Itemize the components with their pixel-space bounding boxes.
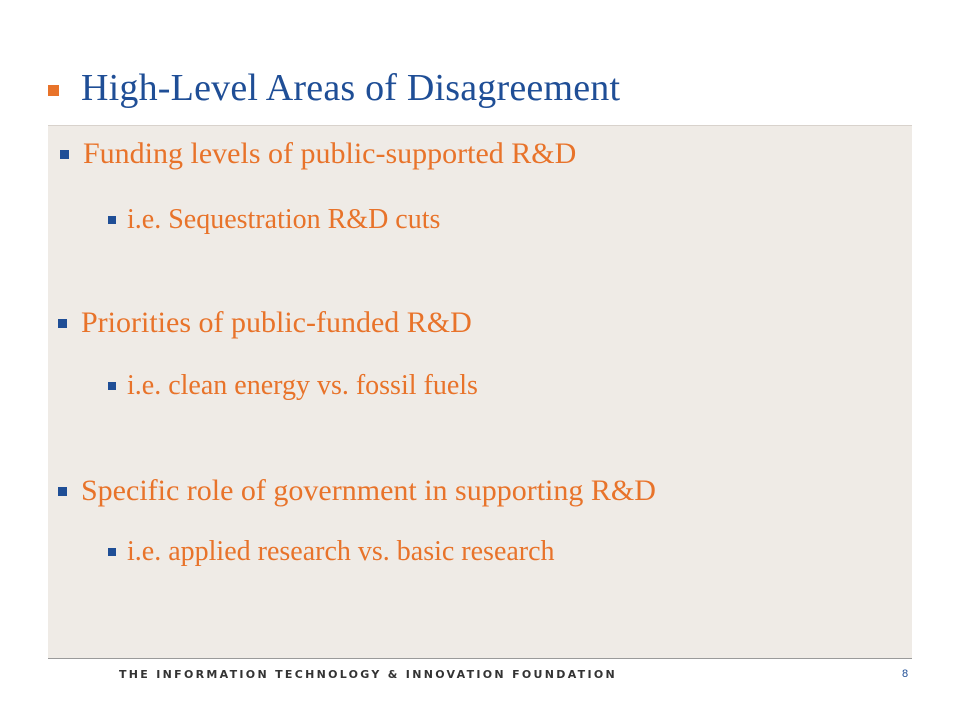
sub-bullet-3-text: i.e. applied research vs. basic research [127, 536, 555, 567]
bullet-square-icon [58, 319, 67, 328]
bullet-2 [58, 306, 472, 340]
footer-organization: THE INFORMATION TECHNOLOGY & INNOVATION FOUNDATION [119, 668, 618, 681]
sub-bullet-2-text: i.e. clean energy vs. fossil fuels [127, 370, 478, 401]
bullet-1 [60, 137, 576, 171]
sub-bullet-2 [108, 370, 478, 402]
page-number: 8 [902, 668, 909, 680]
sub-bullet-1-text: i.e. Sequestration R&D cuts [127, 204, 441, 235]
bullet-square-icon [60, 150, 69, 159]
footer-divider [48, 658, 912, 659]
sub-bullet-square-icon [108, 216, 116, 224]
sub-bullet-square-icon [108, 548, 116, 556]
sub-bullet-square-icon [108, 382, 116, 390]
title-bullet-icon [48, 85, 59, 96]
sub-bullet-3 [108, 536, 555, 568]
bullet-2-text: Priorities of public-funded R&D [81, 306, 472, 339]
slide-title-row [48, 66, 620, 110]
bullet-1-text: Funding levels of public-supported R&D [83, 137, 577, 170]
bullet-square-icon [58, 487, 67, 496]
bullet-3-text: Specific role of government in supporting R&D [81, 474, 656, 507]
bullet-3 [58, 474, 656, 508]
slide-title: High-Level Areas of Disagreement [81, 67, 621, 109]
sub-bullet-1 [108, 204, 440, 236]
